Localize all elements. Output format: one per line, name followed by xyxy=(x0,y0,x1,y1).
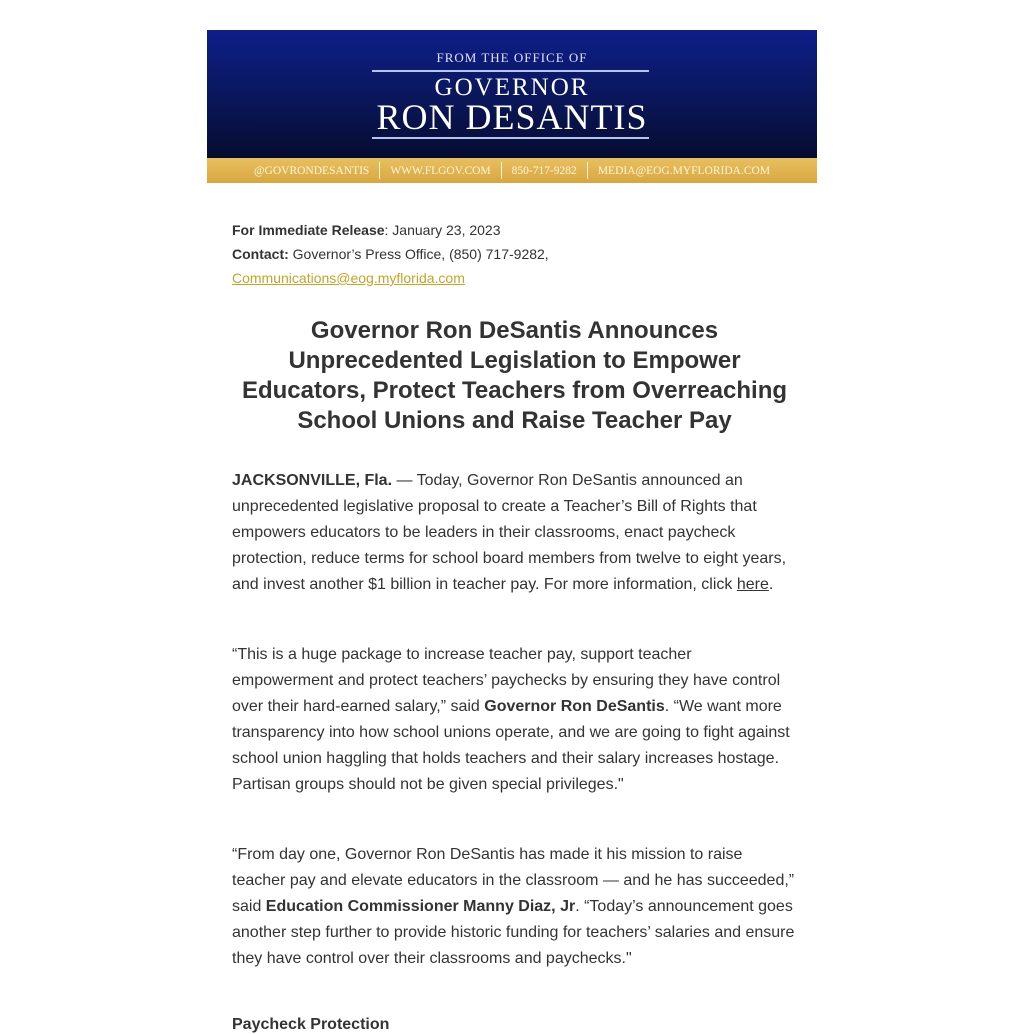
paragraph-text: . “We want more transparency into how school unions operate, and we are going to fight against school union haggling that holds teachers and their salary increases hostage. Partisan groups should not be given special privileges." xyxy=(232,698,790,793)
press-release xyxy=(232,218,797,1034)
headline: Governor Ron DeSantis Announces Unprecedented Legislation to Empower Educators, Protect Teachers from Overreaching School Unions and Raise Teacher Pay xyxy=(241,317,788,434)
banner-title: GOVERNOR xyxy=(434,74,590,101)
contact-label: Contact: xyxy=(232,246,289,262)
banner-contacts xyxy=(207,158,817,183)
release-date: : January 23, 2023 xyxy=(384,222,501,238)
paragraph-text: “This is a huge package to increase teacher pay, support teacher empowerment and protect teachers’ paychecks by ensuring they have control over their hard-earned salary,” said xyxy=(232,646,781,715)
divider xyxy=(372,137,649,139)
banner-name: RON DESANTIS xyxy=(376,97,648,137)
contact-text: Governor’s Press Office, (850) 717-9282, xyxy=(288,246,549,262)
banner-website: WWW.FLGOV.COM xyxy=(390,164,491,177)
paragraph-text: “From day one, Governor Ron DeSantis has made it his mission to raise teacher pay and elevate educators in the classroom — and he has succeeded,” said xyxy=(232,846,795,915)
governor-office-banner xyxy=(207,30,817,183)
paragraph xyxy=(232,468,797,598)
banner-from: FROM THE OFFICE OF xyxy=(436,50,588,65)
speaker-name: Education Commissioner Manny Diaz, Jr xyxy=(265,898,576,915)
section-heading: Paycheck Protection xyxy=(232,1016,390,1033)
release-label: For Immediate Release xyxy=(232,222,385,238)
paragraph-text: — Today, Governor Ron DeSantis announced an unprecedented legislative proposal to create a Teacher’s Bill of Rights that empowers educators to be leaders in their classrooms, enact paycheck protection, reduce terms for school board members from twelve to eight years, and invest another $1 billion in teacher pay. For more information, click xyxy=(232,472,787,593)
banner-handle: @GOVRONDESANTIS xyxy=(253,164,370,177)
quote-paragraph xyxy=(232,642,797,798)
speaker-name: Governor Ron DeSantis xyxy=(484,698,665,715)
contact-email-link[interactable]: Communications@eog.myflorida.com xyxy=(232,270,465,286)
banner-phone: 850-717-9282 xyxy=(511,164,577,177)
quote-paragraph xyxy=(232,842,797,972)
dateline: JACKSONVILLE, Fla. xyxy=(232,472,393,489)
paragraph-text: . xyxy=(768,576,774,593)
paragraph-text: . “Today’s announcement goes another step further to provide historic funding for teachers’ salaries and ensure they have control over their classrooms and paychecks." xyxy=(232,898,795,967)
release-meta xyxy=(232,218,797,290)
divider xyxy=(372,70,649,72)
banner-email: MEDIA@EOG.MYFLORIDA.COM xyxy=(597,164,771,177)
more-info-link[interactable]: here xyxy=(736,576,769,593)
